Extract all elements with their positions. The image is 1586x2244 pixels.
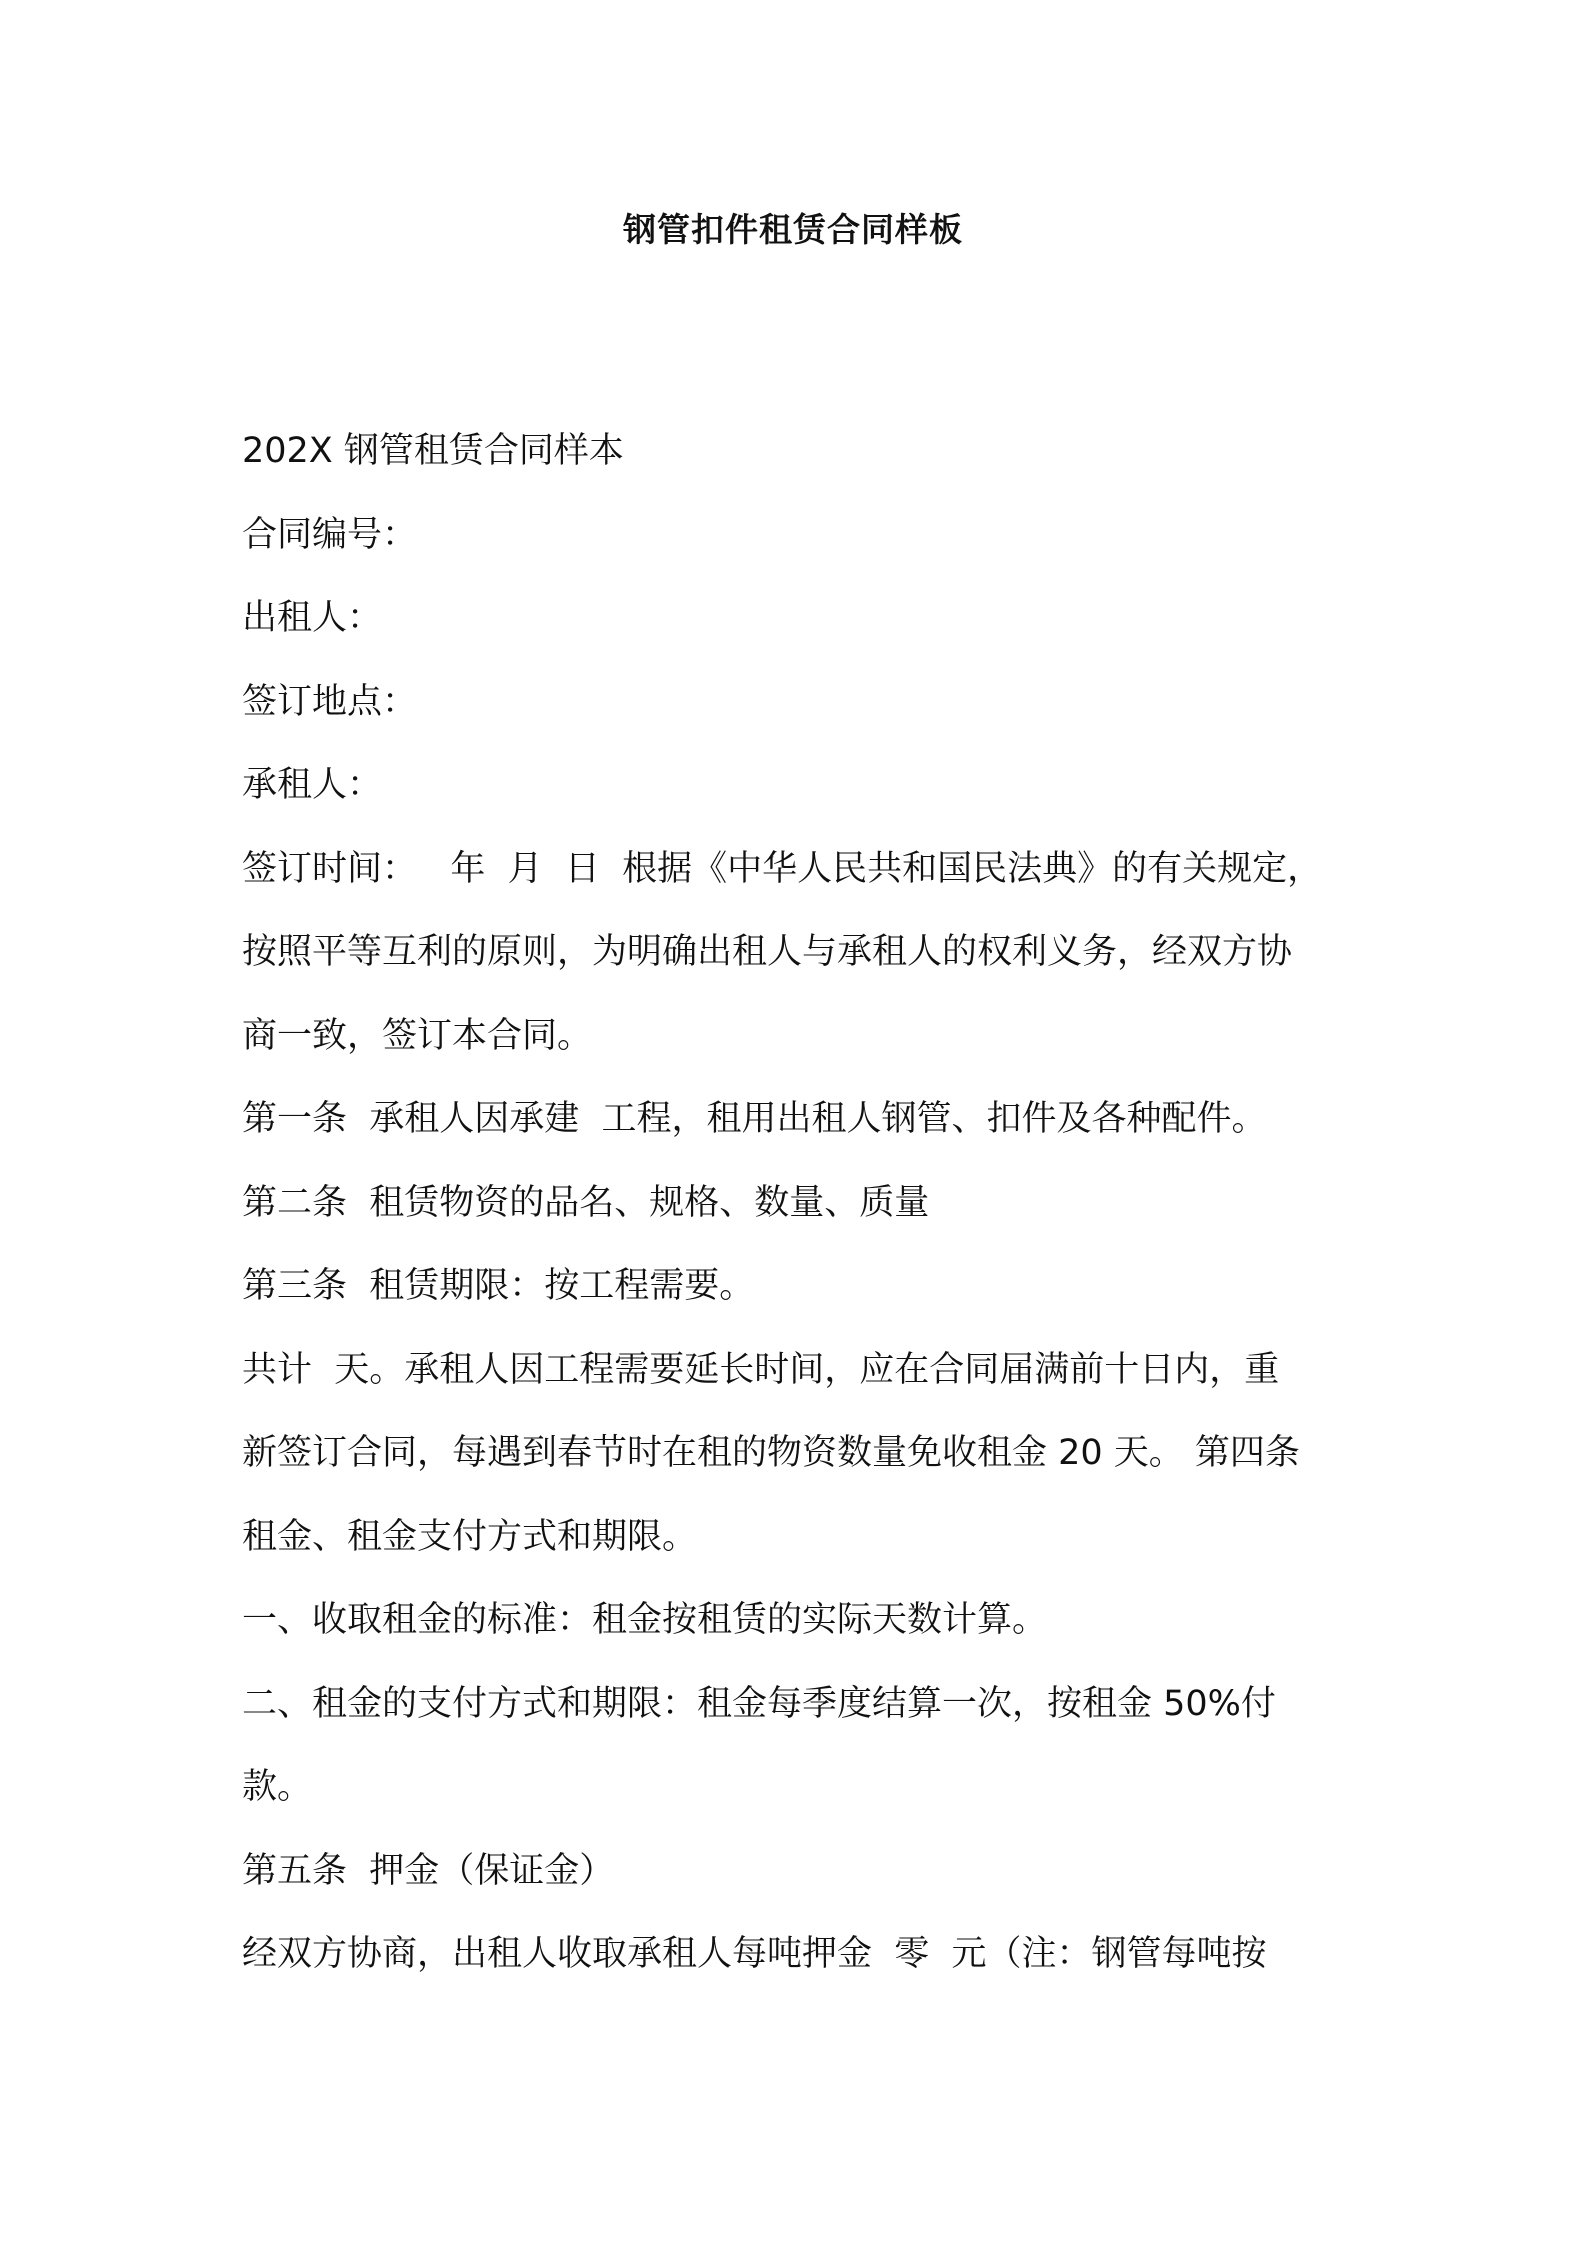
line-article-3: 第三条 租赁期限：按工程需要。 <box>242 1266 755 1306</box>
line-rent-standard: 一、收取租金的标准：租金按租赁的实际天数计算。 <box>242 1600 1048 1640</box>
line-article-1: 第一条 承租人因承建 工程，租用出租人钢管、扣件及各种配件。 <box>242 1099 1267 1139</box>
line-lessor: 出租人： <box>242 598 383 638</box>
line-signing-time: 签订时间： 年 月 日 根据《中华人民共和国民法典》的有关规定， <box>242 848 1323 889</box>
line-agreement: 商一致，签订本合同。 <box>242 1015 593 1056</box>
line-article-5: 第五条 押金（保证金） <box>242 1850 615 1891</box>
line-article-4: 租金、租金支付方式和期限。 <box>242 1516 698 1557</box>
line-deposit: 经双方协商，出租人收取承租人每吨押金 零 元（注：钢管每吨按 <box>242 1934 1267 1974</box>
line-contract-sample-title: 202X 钢管租赁合同样本 <box>242 431 624 471</box>
line-principle: 按照平等互利的原则，为明确出租人与承租人的权利义务，经双方协 <box>242 932 1293 972</box>
document-body <box>242 410 1362 1997</box>
line-payment-cont: 款。 <box>242 1767 313 1807</box>
line-signing-place: 签订地点： <box>242 681 418 722</box>
line-renewal: 新签订合同，每遇到春节时在租的物资数量免收租金 20 天。 第四条 <box>242 1433 1300 1473</box>
line-lessee: 承租人： <box>242 765 383 805</box>
document-title: 钢管扣件租赁合同样板 <box>623 210 963 249</box>
line-total-days: 共计 天。承租人因工程需要延长时间，应在合同届满前十日内，重 <box>242 1349 1280 1390</box>
line-rent-payment: 二、租金的支付方式和期限：租金每季度结算一次，按租金 50%付 <box>242 1683 1276 1724</box>
line-contract-number: 合同编号： <box>242 514 418 555</box>
line-article-2: 第二条 租赁物资的品名、规格、数量、质量 <box>242 1182 930 1223</box>
